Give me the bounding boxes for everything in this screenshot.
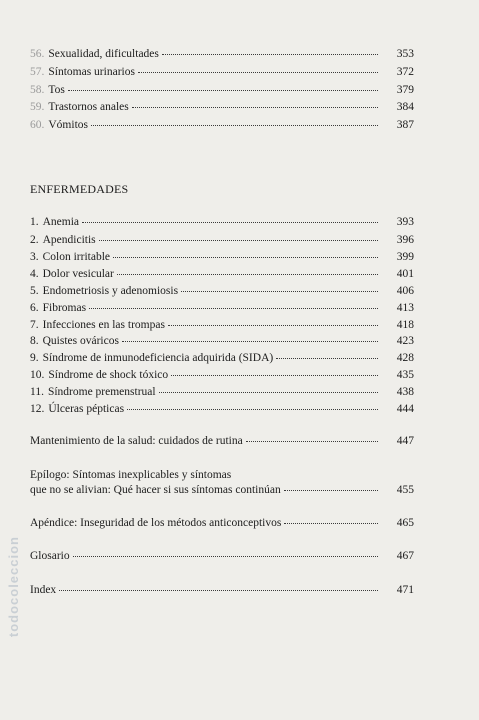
toc-entry <box>30 301 414 315</box>
dot-leader <box>127 408 378 410</box>
entry-title: Dolor vesicular <box>42 268 114 280</box>
dot-leader <box>113 256 378 258</box>
toc-entry <box>30 250 414 264</box>
dot-leader <box>89 307 378 309</box>
entry-number: 2. <box>30 234 39 246</box>
entry-title: Sexualidad, dificultades <box>48 48 159 60</box>
toc-entry <box>30 334 414 348</box>
toc-entry <box>30 351 414 365</box>
entry-title-line1: Epílogo: Síntomas inexplicables y síntomas <box>30 469 232 481</box>
toc-entry <box>30 100 414 114</box>
entry-page: 393 <box>396 216 414 228</box>
entry-number: 59. <box>30 101 45 113</box>
entry-page: 387 <box>396 119 414 131</box>
toc-entry <box>30 83 414 97</box>
dot-leader <box>246 440 378 442</box>
entry-page: 401 <box>396 268 414 280</box>
entry-page: 471 <box>396 584 414 596</box>
entry-title: Síndrome premenstrual <box>47 386 156 398</box>
entry-page: 428 <box>396 352 414 364</box>
entry-number: 11. <box>30 386 44 398</box>
watermark-text: todocoleccion <box>6 536 21 638</box>
entry-page: 372 <box>396 66 414 78</box>
entry-number: 3. <box>30 251 39 263</box>
entry-page: 384 <box>396 101 414 113</box>
watermark <box>6 536 22 716</box>
entry-page: 396 <box>396 234 414 246</box>
toc-entry <box>30 385 414 399</box>
entry-title: Infecciones en las trompas <box>42 319 165 331</box>
entry-title: Mantenimiento de la salud: cuidados de rutina <box>30 435 243 447</box>
dot-leader <box>284 522 378 524</box>
entry-number: 60. <box>30 119 45 131</box>
entry-number: 58. <box>30 84 45 96</box>
toc-entry <box>30 233 414 247</box>
entry-page: 438 <box>396 386 414 398</box>
entry-title: Glosario <box>30 550 70 562</box>
entry-page: 465 <box>396 517 414 529</box>
section-heading: ENFERMEDADES <box>30 182 129 196</box>
entry-title: Tos <box>48 84 65 96</box>
dot-leader <box>73 555 378 557</box>
dot-leader <box>171 374 378 376</box>
toc-entry-mantenimiento <box>30 434 414 448</box>
entry-page: 353 <box>396 48 414 60</box>
dot-leader <box>162 53 378 55</box>
dot-leader <box>68 89 378 91</box>
entry-title: Anemia <box>42 216 80 228</box>
entry-title: Colon irritable <box>42 251 111 263</box>
dot-leader <box>276 357 378 359</box>
dot-leader <box>82 221 378 223</box>
entry-title-line2: que no se alivian: Qué hacer si sus síntomas continúan <box>30 484 281 496</box>
entry-title: Apendicitis <box>42 234 96 246</box>
entry-number: 7. <box>30 319 39 331</box>
toc-entry-epilogo <box>30 468 414 498</box>
entry-number: 10. <box>30 369 45 381</box>
dot-leader <box>99 239 378 241</box>
dot-leader <box>132 106 378 108</box>
toc-entry-glosario <box>30 549 414 563</box>
entry-number: 56. <box>30 48 45 60</box>
entry-title: Index <box>30 584 57 596</box>
toc-entry <box>30 368 414 382</box>
toc-entry <box>30 118 414 132</box>
dot-leader <box>59 589 378 591</box>
entry-title: Síndrome de inmunodeficiencia adquirida (SIDA) <box>42 352 274 364</box>
dot-leader <box>168 324 378 326</box>
entry-page: 455 <box>396 484 414 496</box>
entry-title: Vómitos <box>48 119 88 131</box>
entry-page: 467 <box>396 550 414 562</box>
entry-page: 423 <box>396 335 414 347</box>
entry-title: Quistes ováricos <box>42 335 119 347</box>
dot-leader <box>91 124 378 126</box>
dot-leader <box>117 273 378 275</box>
dot-leader <box>284 489 378 491</box>
entry-number: 57. <box>30 66 45 78</box>
entry-page: 413 <box>396 302 414 314</box>
entry-title: Apéndice: Inseguridad de los métodos anticonceptivos <box>30 517 282 529</box>
entry-title: Fibromas <box>42 302 87 314</box>
toc-entry <box>30 318 414 332</box>
entry-page: 379 <box>396 84 414 96</box>
entry-number: 1. <box>30 216 39 228</box>
dot-leader <box>159 391 378 393</box>
entry-title: Síntomas urinarios <box>48 66 135 78</box>
dot-leader <box>122 340 378 342</box>
toc-entry <box>30 215 414 229</box>
entry-title: Síndrome de shock tóxico <box>48 369 169 381</box>
toc-entry <box>30 65 414 79</box>
entry-number: 8. <box>30 335 39 347</box>
toc-entry <box>30 267 414 281</box>
entry-number: 12. <box>30 403 45 415</box>
entry-title: Trastornos anales <box>48 101 129 113</box>
entry-title: Endometriosis y adenomiosis <box>42 285 179 297</box>
entry-page: 444 <box>396 403 414 415</box>
toc-entry <box>30 402 414 416</box>
entry-title: Úlceras pépticas <box>48 403 125 415</box>
entry-page: 406 <box>396 285 414 297</box>
dot-leader <box>138 71 378 73</box>
entry-page: 447 <box>396 435 414 447</box>
entry-number: 9. <box>30 352 39 364</box>
entry-number: 4. <box>30 268 39 280</box>
entry-number: 5. <box>30 285 39 297</box>
toc-entry <box>30 47 414 61</box>
toc-entry-index <box>30 583 414 597</box>
dot-leader <box>181 290 378 292</box>
entry-number: 6. <box>30 302 39 314</box>
toc-entry <box>30 284 414 298</box>
entry-page: 435 <box>396 369 414 381</box>
entry-page: 418 <box>396 319 414 331</box>
toc-entry-apendice <box>30 516 414 530</box>
entry-page: 399 <box>396 251 414 263</box>
